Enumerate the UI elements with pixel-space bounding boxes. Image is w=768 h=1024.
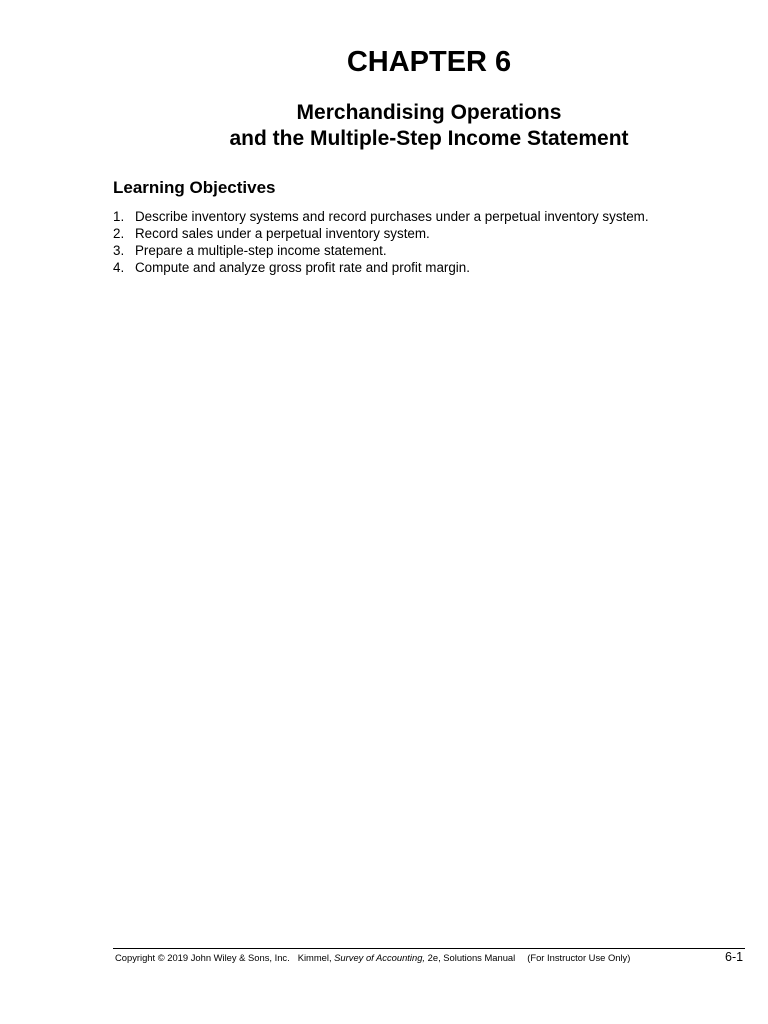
objective-text: Describe inventory systems and record purchases under a perpetual inventory system. [135, 209, 649, 224]
chapter-subtitle-line-1: Merchandising Operations [296, 101, 562, 124]
objective-number: 4. [113, 260, 125, 275]
footer-author: Kimmel, [297, 952, 335, 963]
chapter-title: CHAPTER 6 [346, 46, 512, 78]
objective-number: 2. [113, 226, 125, 241]
footer-divider [113, 948, 745, 949]
chapter-subtitle-line-2: and the Multiple-Step Income Statement [229, 127, 629, 150]
footer-copyright: Copyright © 2019 John Wiley & Sons, Inc. [115, 952, 290, 963]
learning-objectives-heading: Learning Objectives [113, 178, 276, 197]
learning-objective-item [113, 225, 649, 242]
objective-text: Compute and analyze gross profit rate and profit margin. [135, 260, 470, 275]
page-number: 6-1 [725, 950, 744, 964]
objective-number: 3. [113, 243, 125, 258]
footer-usage-note: (For Instructor Use Only) [527, 952, 631, 963]
learning-objective-item [113, 208, 649, 225]
learning-objectives-list [113, 208, 649, 276]
chapter-subtitle [0, 100, 768, 152]
page-footer [115, 952, 630, 964]
objective-text: Prepare a multiple-step income statement. [135, 243, 387, 258]
footer-book-title: Survey of Accounting, [334, 952, 426, 963]
footer-manual: , Solutions Manual [438, 952, 516, 963]
footer-edition: 2e [425, 952, 439, 963]
learning-objective-item [113, 242, 649, 259]
objective-text: Record sales under a perpetual inventory system. [135, 226, 430, 241]
learning-objective-item [113, 259, 649, 276]
objective-number: 1. [113, 209, 125, 224]
